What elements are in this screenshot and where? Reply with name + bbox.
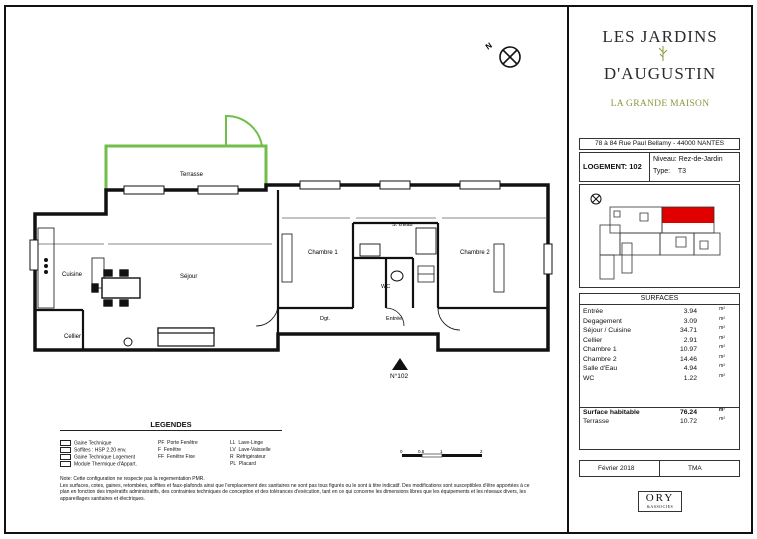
legend-item-label: Fenêtre Fixe — [166, 454, 195, 460]
surface-value: 1.22 — [683, 374, 697, 382]
room-label-wc: WC — [381, 284, 391, 290]
legend-code: PF — [158, 440, 165, 446]
address: 78 à 84 Rue Paul Bellamy - 44000 NANTES — [579, 138, 740, 150]
legend-item-label: Fenêtre — [163, 447, 182, 453]
surface-label: Chambre 1 — [583, 346, 617, 353]
surface-unit: m² — [719, 334, 725, 341]
logement-number: 102 — [629, 162, 642, 171]
terrasse-unit: m² — [719, 416, 725, 422]
surface-label: Degagement — [583, 317, 622, 325]
legend-item-label: Gaine Technique Logement — [74, 454, 136, 461]
date: Février 2018 — [598, 465, 635, 472]
surface-label: Séjour / Cuisine — [583, 327, 631, 334]
type-value: T3 — [677, 168, 687, 175]
surfaces-title: SURFACES — [580, 294, 739, 305]
scale-label-0: 0 — [400, 449, 403, 454]
entrance-marker-icon — [392, 358, 408, 370]
terrace-area — [106, 146, 266, 190]
legend — [60, 420, 500, 472]
note-line-2: Les surfaces, cotes, gaines, retombées, soffites et faux-plafonds ainsi que l'emplacement des sanitaires ne sont pas tous figurés ou le sont à titre indicatif. Des modifications sont susceptibles d'être apportées à ce plan en fonction des impératifs administratifs, des contraintes techniques de conception et des tolérances d'exécution, tant en ce qui concerne les dimensions libres que les équipements et les réseaux divers, les appareillages sanitaires et électriques. — [60, 482, 530, 502]
legend-item — [158, 447, 181, 453]
legend-item — [158, 440, 198, 446]
surface-unit: m² — [719, 306, 725, 312]
surface-value: 3.09 — [683, 317, 697, 325]
legend-item — [60, 461, 137, 467]
legend-item-label: Module Thermique d'Appart. — [74, 461, 137, 468]
terrasse-label: Terrasse — [583, 418, 610, 425]
legend-swatch-icon — [60, 454, 71, 460]
surfaces-table — [579, 293, 740, 450]
legend-item-label: Lave-Vaisselle — [238, 447, 271, 453]
legend-item-label: Soffites : HSP 2.20 env. — [74, 447, 127, 454]
surface-label: WC — [583, 374, 595, 382]
surface-unit: m² — [719, 363, 725, 369]
legend-item — [60, 454, 135, 460]
date-divider — [659, 461, 660, 476]
legend-item-label: Lave-Linge — [238, 440, 264, 446]
room-label-entree: Entrée — [386, 316, 403, 322]
surface-row — [583, 374, 733, 383]
room-label-sejour: Séjour — [180, 274, 198, 280]
surface-unit: m² — [719, 353, 725, 360]
room-label-chambre2: Chambre 2 — [460, 250, 490, 256]
surface-row — [583, 345, 733, 354]
legend-item-label: Placard — [238, 461, 256, 467]
legend-item — [230, 447, 271, 453]
surface-row — [583, 336, 733, 345]
surface-unit: m² — [719, 315, 725, 322]
surface-value: 3.94 — [683, 308, 697, 315]
room-label-cuisine: Cuisine — [62, 272, 83, 278]
scale-bar — [400, 448, 490, 460]
surface-row — [583, 317, 733, 326]
surface-value: 2.91 — [683, 336, 697, 344]
brand-tagline: LA GRANDE MAISON — [610, 99, 710, 109]
legend-item — [230, 440, 263, 446]
note-line-1: Note: Cette configuration ne respecte pas la regementation PMR. — [60, 476, 205, 482]
legend-code: LL — [230, 440, 236, 446]
brand-line-2: D'AUGUSTIN — [603, 64, 717, 83]
surface-unit: m² — [719, 372, 725, 379]
brand-leaf-icon — [657, 44, 669, 62]
niveau-label: Niveau: — [653, 156, 677, 163]
legend-item-label: Réfrigérateur — [236, 454, 266, 460]
sofa — [158, 328, 214, 346]
surface-habitable-label: Surface habitable — [583, 409, 640, 416]
room-label-chambre1: Chambre 1 — [308, 250, 338, 256]
logement-info — [579, 152, 740, 182]
surface-value: 14.46 — [679, 355, 697, 363]
surface-value: 34.71 — [679, 327, 697, 334]
legend-item — [230, 461, 256, 467]
studio-logo-text: ORY — [645, 492, 675, 504]
legend-item-label: Gaine Technique — [74, 440, 112, 447]
legend-code: F — [158, 447, 162, 453]
surface-value: 4.94 — [683, 365, 697, 372]
room-label-terrasse: Terrasse — [180, 172, 204, 178]
surface-row — [583, 364, 733, 373]
surface-habitable-row — [583, 408, 733, 417]
niveau-value: Rez-de-Jardin — [678, 156, 723, 163]
terrasse-row — [583, 417, 733, 426]
surface-row — [583, 355, 733, 364]
legend-item — [60, 447, 127, 453]
scale-label-1: 0.5 — [418, 449, 425, 454]
disclaimer-note — [60, 476, 530, 502]
niveau-row — [653, 156, 723, 163]
legend-code: FF — [158, 454, 165, 460]
legend-code: PL — [230, 461, 237, 467]
studio-logo — [638, 491, 682, 512]
room-label-sdeau: S. d'Eau — [392, 222, 413, 228]
terrasse-value: 10.72 — [679, 418, 697, 425]
logement-label — [583, 162, 642, 171]
logement-label-text: LOGEMENT: — [583, 162, 628, 171]
surface-habitable-unit: m² — [718, 407, 725, 413]
svg-text:N: N — [483, 40, 494, 52]
surface-label: Salle d'Eau — [583, 365, 618, 372]
legend-swatch-icon — [60, 440, 71, 446]
scale-label-2: 1 — [440, 449, 443, 454]
studio-logo-sub: &ASSOCIES — [646, 504, 674, 509]
brand-line-1: LES JARDINS — [602, 27, 718, 46]
title-block-divider — [567, 5, 569, 534]
room-label-cellier: Cellier — [64, 334, 82, 340]
surface-label: Chambre 2 — [583, 355, 617, 363]
legend-item — [60, 440, 111, 446]
legend-swatch-icon — [60, 447, 71, 453]
north-arrow-icon — [484, 41, 520, 67]
surface-value: 10.97 — [679, 346, 697, 353]
legend-title: LEGENDES — [60, 420, 282, 431]
floor-plan — [8, 8, 564, 418]
type-row — [653, 168, 686, 175]
legend-item-label: Porte Fenêtre — [167, 440, 198, 446]
legend-code: LV — [230, 447, 236, 453]
surface-label: Cellier — [583, 336, 603, 344]
type-label: Type: — [653, 168, 671, 175]
date-box — [579, 460, 740, 477]
surface-row — [583, 326, 733, 335]
surface-unit: m² — [719, 325, 725, 331]
location-minimap — [579, 184, 740, 288]
surface-label: Entrée — [583, 308, 604, 315]
scale-label-3: 2 — [480, 449, 483, 454]
info-divider — [649, 153, 650, 181]
surface-habitable-value: 76.24 — [679, 409, 697, 416]
legend-item — [230, 454, 266, 460]
surface-row — [583, 307, 733, 316]
legend-code: R — [230, 454, 234, 460]
unit-marker: N°102 — [390, 373, 409, 380]
author: TMA — [688, 465, 702, 472]
surface-unit: m² — [719, 344, 725, 350]
legend-item — [158, 454, 195, 460]
room-label-dgt: Dgt. — [320, 316, 331, 322]
legend-swatch-icon — [60, 461, 71, 467]
unit-highlight — [662, 207, 714, 223]
